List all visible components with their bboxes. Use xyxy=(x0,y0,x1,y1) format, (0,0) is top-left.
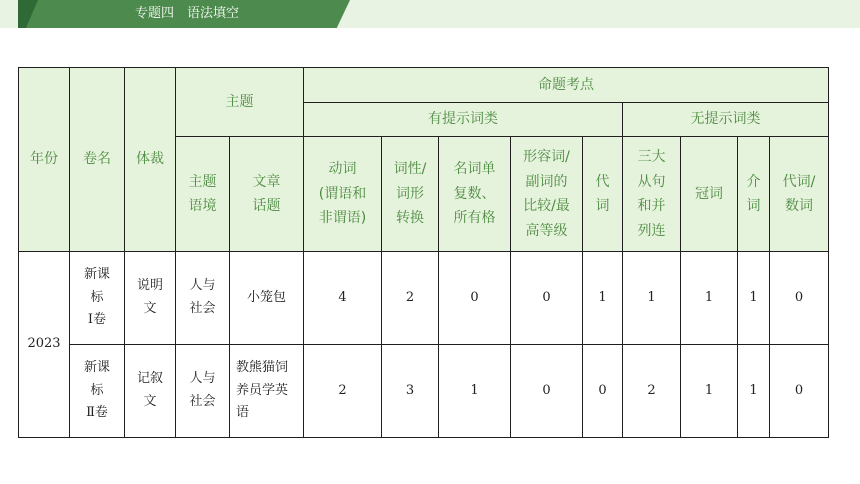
header-pos-change: 词性/ 词形 转换 xyxy=(382,137,439,252)
cell-adj-adv: 0 xyxy=(511,252,583,345)
cell-adj-adv: 0 xyxy=(511,345,583,438)
cell-article: 1 xyxy=(681,252,738,345)
header-hinted: 有提示词类 xyxy=(304,103,623,137)
header-topic: 文章 话题 xyxy=(230,137,304,252)
cell-topic: 教熊猫饲 养员学英 语 xyxy=(230,345,304,438)
header-clauses: 三大 从句 和并 列连 xyxy=(623,137,681,252)
cell-pronoun-numeral: 0 xyxy=(770,345,829,438)
cell-paper: 新课 标 Ⅱ卷 xyxy=(70,345,125,438)
cell-verb: 4 xyxy=(304,252,382,345)
cell-pos-change: 3 xyxy=(382,345,439,438)
cell-noun: 0 xyxy=(439,252,511,345)
header-exam-points: 命题考点 xyxy=(304,68,829,103)
cell-pronoun: 1 xyxy=(583,252,623,345)
header-noun: 名词单 复数、 所有格 xyxy=(439,137,511,252)
cell-clauses: 1 xyxy=(623,252,681,345)
cell-genre: 记叙 文 xyxy=(125,345,176,438)
cell-pronoun: 0 xyxy=(583,345,623,438)
cell-preposition: 1 xyxy=(738,345,770,438)
cell-clauses: 2 xyxy=(623,345,681,438)
header-row-1 xyxy=(19,68,829,103)
cell-year: 2023 xyxy=(19,252,70,438)
cell-topic: 小笼包 xyxy=(230,252,304,345)
exam-points-table xyxy=(18,67,829,438)
header-pronoun: 代 词 xyxy=(583,137,623,252)
cell-preposition: 1 xyxy=(738,252,770,345)
header-article: 冠词 xyxy=(681,137,738,252)
header-unhinted: 无提示词类 xyxy=(623,103,829,137)
header-theme: 主题 xyxy=(176,68,304,137)
cell-genre: 说明 文 xyxy=(125,252,176,345)
cell-context: 人与 社会 xyxy=(176,345,230,438)
header-year: 年份 xyxy=(19,68,70,252)
table-row xyxy=(19,345,829,438)
table-row xyxy=(19,252,829,345)
header-bar xyxy=(0,0,860,28)
cell-pronoun-numeral: 0 xyxy=(770,252,829,345)
cell-context: 人与 社会 xyxy=(176,252,230,345)
header-adj-adv: 形容词/ 副词的 比较/最 高等级 xyxy=(511,137,583,252)
header-theme-context: 主题 语境 xyxy=(176,137,230,252)
cell-pos-change: 2 xyxy=(382,252,439,345)
cell-noun: 1 xyxy=(439,345,511,438)
header-preposition: 介 词 xyxy=(738,137,770,252)
header-genre: 体裁 xyxy=(125,68,176,252)
header-verb: 动词 (谓语和 非谓语) xyxy=(304,137,382,252)
cell-paper: 新课 标 Ⅰ卷 xyxy=(70,252,125,345)
cell-article: 1 xyxy=(681,345,738,438)
header-pronoun-numeral: 代词/ 数词 xyxy=(770,137,829,252)
page-title: 专题四 语法填空 xyxy=(135,6,240,21)
header-paper: 卷名 xyxy=(70,68,125,252)
cell-verb: 2 xyxy=(304,345,382,438)
